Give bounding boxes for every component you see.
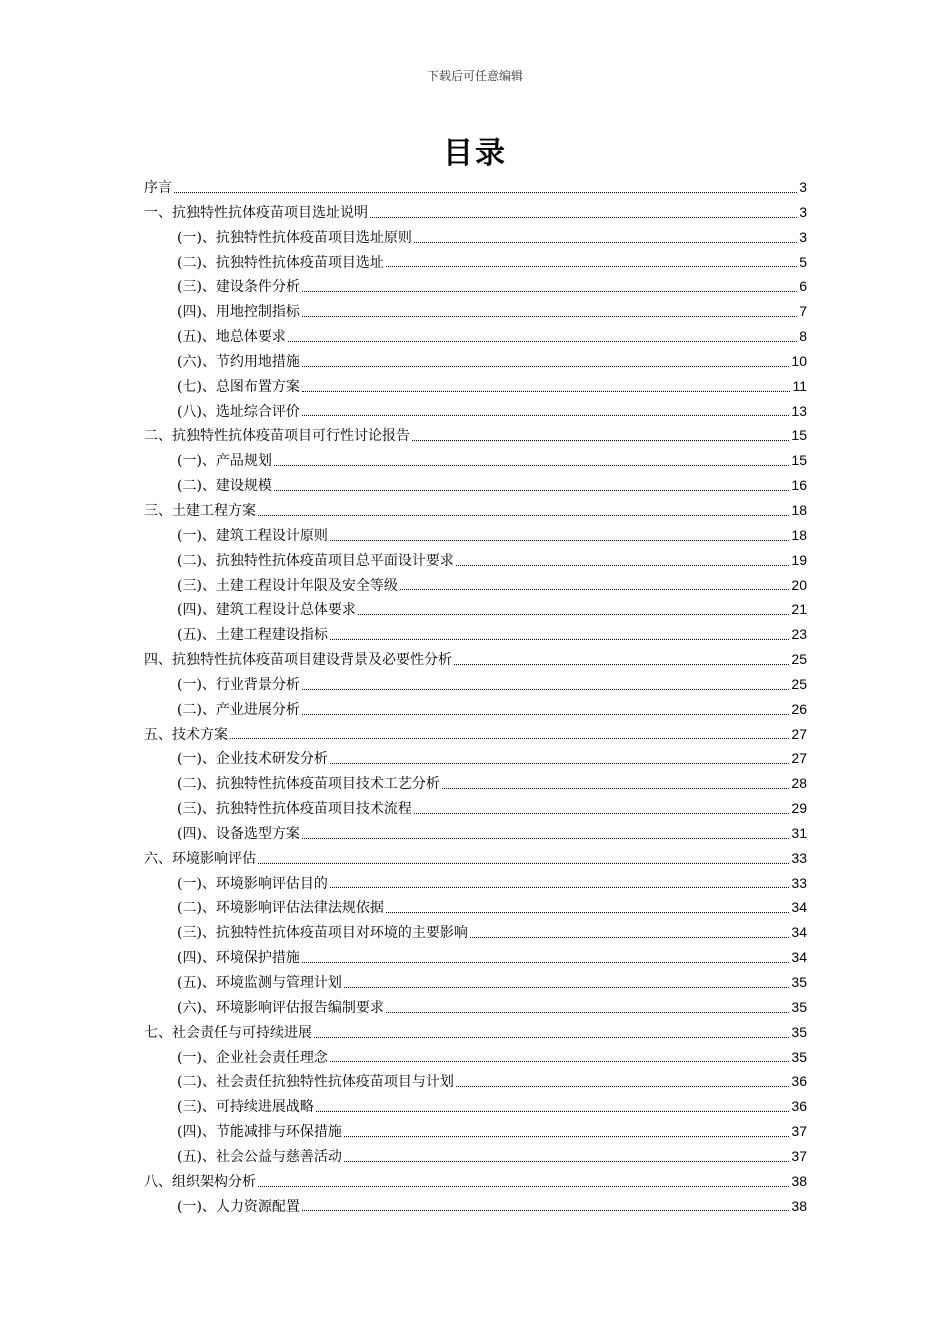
toc-entry[interactable] — [144, 299, 807, 324]
toc-entry-page: 38 — [791, 1197, 807, 1214]
toc-dot-leader — [302, 714, 789, 715]
toc-dot-leader — [330, 639, 789, 640]
toc-entry-label: (一)、企业社会责任理念 — [177, 1049, 328, 1066]
toc-entry-label: (二)、抗独特性抗体疫苗项目技术工艺分析 — [177, 776, 440, 793]
toc-dot-leader — [302, 291, 797, 292]
toc-dot-leader — [258, 515, 789, 516]
toc-entry[interactable] — [144, 200, 807, 225]
toc-entry[interactable] — [144, 1144, 807, 1169]
toc-entry-label: (五)、地总体要求 — [177, 329, 286, 346]
toc-dot-leader — [470, 937, 789, 938]
toc-dot-leader — [442, 788, 789, 789]
toc-entry-page: 20 — [791, 576, 807, 593]
toc-entry[interactable] — [144, 821, 807, 846]
toc-dot-leader — [456, 565, 789, 566]
toc-entry-label: (五)、土建工程建设指标 — [177, 627, 328, 644]
toc-entry-label: (六)、节约用地措施 — [177, 353, 300, 370]
toc-entry-page: 28 — [791, 775, 807, 792]
toc-entry[interactable] — [144, 796, 807, 821]
toc-dot-leader — [302, 1210, 789, 1211]
toc-entry[interactable] — [144, 573, 807, 598]
toc-entry-label: 三、土建工程方案 — [144, 502, 256, 519]
toc-entry-label: (二)、产业进展分析 — [177, 701, 300, 718]
toc-entry[interactable] — [144, 1045, 807, 1070]
toc-entry-page: 11 — [792, 377, 807, 394]
toc-entry[interactable] — [144, 349, 807, 374]
toc-entry[interactable] — [144, 324, 807, 349]
toc-entry-page: 16 — [791, 477, 807, 494]
toc-entry-page: 3 — [799, 228, 807, 245]
toc-entry-label: (一)、人力资源配置 — [177, 1198, 300, 1215]
toc-dot-leader — [456, 1086, 789, 1087]
toc-entry[interactable] — [144, 672, 807, 697]
toc-dot-leader — [330, 540, 789, 541]
toc-entry[interactable] — [144, 995, 807, 1020]
toc-entry-label: (一)、企业技术研发分析 — [177, 751, 328, 768]
toc-entry[interactable] — [144, 1069, 807, 1094]
toc-dot-leader — [258, 1186, 789, 1187]
toc-entry[interactable] — [144, 746, 807, 771]
toc-entry[interactable] — [144, 1194, 807, 1219]
toc-dot-leader — [400, 589, 789, 590]
toc-entry-page: 21 — [791, 601, 807, 618]
toc-entry-page: 27 — [791, 750, 807, 767]
toc-dot-leader — [302, 838, 789, 839]
toc-entry-page: 6 — [799, 278, 807, 295]
toc-entry-label: (五)、社会公益与慈善活动 — [177, 1148, 342, 1165]
toc-dot-leader — [288, 341, 797, 342]
toc-dot-leader — [302, 415, 789, 416]
toc-entry-page: 18 — [791, 526, 807, 543]
toc-dot-leader — [454, 664, 789, 665]
toc-entry-page: 15 — [791, 427, 807, 444]
toc-dot-leader — [274, 465, 789, 466]
toc-entry[interactable] — [144, 374, 807, 399]
toc-entry-label: (一)、行业背景分析 — [177, 676, 300, 693]
toc-dot-leader — [302, 689, 789, 690]
toc-entry-page: 35 — [791, 998, 807, 1015]
toc-dot-leader — [302, 962, 789, 963]
toc-entry-page: 34 — [791, 949, 807, 966]
toc-entry-label: (四)、环境保护措施 — [177, 950, 300, 967]
toc-entry-label: 六、环境影响评估 — [144, 850, 256, 867]
toc-entry[interactable] — [144, 399, 807, 424]
toc-entry[interactable] — [144, 175, 807, 200]
page-title: 目录 — [443, 136, 507, 171]
toc-entry-label: 二、抗独特性抗体疫苗项目可行性讨论报告 — [144, 428, 410, 445]
toc-entry-label: (八)、选址综合评价 — [177, 403, 300, 420]
toc-dot-leader — [344, 1136, 789, 1137]
toc-entry-page: 34 — [791, 899, 807, 916]
toc-entry-label: (一)、环境影响评估目的 — [177, 875, 328, 892]
toc-entry-page: 35 — [791, 974, 807, 990]
toc-entry-label: (二)、抗独特性抗体疫苗项目总平面设计要求 — [177, 552, 454, 569]
toc-entry-label: (三)、抗独特性抗体疫苗项目技术流程 — [177, 801, 412, 818]
toc-entry-page: 34 — [791, 924, 807, 941]
toc-entry-page: 35 — [791, 1048, 807, 1065]
toc-entry-label: 八、组织架构分析 — [144, 1173, 256, 1190]
table-of-contents — [144, 175, 807, 1218]
toc-entry-page: 25 — [791, 651, 807, 668]
toc-entry[interactable] — [144, 871, 807, 896]
toc-entry[interactable] — [144, 274, 807, 299]
toc-dot-leader — [302, 391, 791, 392]
toc-entry-page: 27 — [791, 725, 807, 742]
header-note: 下载后可任意编辑 — [426, 69, 523, 83]
toc-entry-page: 33 — [791, 874, 807, 891]
toc-dot-leader — [274, 490, 789, 491]
toc-entry[interactable] — [144, 920, 807, 945]
toc-entry-label: 四、抗独特性抗体疫苗项目建设背景及必要性分析 — [144, 652, 452, 669]
toc-entry[interactable] — [144, 423, 807, 448]
toc-entry[interactable] — [144, 225, 807, 250]
toc-entry-page: 36 — [791, 1098, 807, 1115]
toc-entry[interactable] — [144, 498, 807, 523]
toc-dot-leader — [414, 813, 789, 814]
toc-entry-label: (四)、设备选型方案 — [177, 825, 300, 842]
toc-entry-page: 3 — [799, 179, 807, 195]
toc-entry-page: 31 — [791, 824, 807, 841]
toc-entry-page: 26 — [791, 700, 807, 717]
toc-entry-label: (四)、节能减排与环保措施 — [177, 1124, 342, 1141]
toc-entry[interactable] — [144, 895, 807, 920]
toc-entry[interactable] — [144, 647, 807, 672]
toc-entry-page: 37 — [791, 1123, 807, 1140]
toc-entry-label: (一)、抗独特性抗体疫苗项目选址原则 — [177, 229, 412, 246]
toc-dot-leader — [174, 192, 797, 193]
toc-dot-leader — [344, 1161, 789, 1162]
toc-dot-leader — [330, 887, 789, 888]
toc-entry-label: (三)、可持续进展战略 — [177, 1099, 314, 1116]
toc-entry-label: (七)、总图布置方案 — [177, 378, 300, 395]
toc-entry-page: 25 — [791, 675, 807, 692]
toc-entry-page: 36 — [791, 1073, 807, 1090]
toc-dot-leader — [302, 366, 789, 367]
toc-dot-leader — [316, 1111, 789, 1112]
toc-entry-label: (四)、用地控制指标 — [177, 304, 300, 321]
toc-dot-leader — [412, 440, 789, 441]
toc-entry-page: 35 — [791, 1023, 807, 1040]
toc-entry[interactable] — [144, 970, 807, 995]
toc-dot-leader — [370, 217, 797, 218]
toc-entry-page: 37 — [791, 1147, 807, 1164]
toc-entry-label: (五)、环境监测与管理计划 — [177, 975, 342, 991]
toc-entry-page: 38 — [791, 1172, 807, 1189]
toc-entry-page: 5 — [799, 253, 807, 270]
toc-entry-page: 23 — [791, 626, 807, 643]
toc-dot-leader — [386, 1012, 789, 1013]
toc-dot-leader — [314, 1037, 789, 1038]
toc-entry-page: 7 — [799, 303, 807, 320]
toc-entry-page: 13 — [791, 402, 807, 419]
toc-entry[interactable] — [144, 523, 807, 548]
toc-entry[interactable] — [144, 597, 807, 622]
toc-entry-page: 8 — [799, 328, 807, 345]
toc-entry-label: (六)、环境影响评估报告编制要求 — [177, 999, 384, 1016]
toc-entry-label: (一)、建筑工程设计原则 — [177, 527, 328, 544]
toc-entry[interactable] — [144, 722, 807, 747]
toc-entry-label: (二)、建设规模 — [177, 478, 272, 495]
toc-entry[interactable] — [144, 1169, 807, 1194]
toc-entry-label: 五、技术方案 — [144, 726, 228, 743]
toc-entry-page: 18 — [791, 501, 807, 518]
toc-dot-leader — [344, 987, 789, 988]
toc-entry-label: (二)、环境影响评估法律法规依据 — [177, 900, 384, 917]
toc-entry[interactable] — [144, 548, 807, 573]
toc-entry-label: (三)、土建工程设计年限及安全等级 — [177, 577, 398, 594]
toc-entry[interactable] — [144, 448, 807, 473]
toc-dot-leader — [330, 763, 789, 764]
toc-entry-label: 七、社会责任与可持续进展 — [144, 1024, 312, 1041]
toc-entry-label: 一、抗独特性抗体疫苗项目选址说明 — [144, 204, 368, 221]
toc-entry-page: 10 — [791, 352, 807, 369]
toc-dot-leader — [358, 614, 789, 615]
toc-entry[interactable] — [144, 1119, 807, 1144]
toc-entry[interactable] — [144, 1020, 807, 1045]
toc-entry-page: 15 — [791, 452, 807, 469]
toc-entry-page: 33 — [791, 849, 807, 866]
toc-entry[interactable] — [144, 250, 807, 275]
toc-entry[interactable] — [144, 771, 807, 796]
toc-dot-leader — [386, 912, 789, 913]
toc-entry[interactable] — [144, 697, 807, 722]
toc-dot-leader — [386, 266, 797, 267]
toc-entry-page: 29 — [791, 800, 807, 817]
toc-entry[interactable] — [144, 622, 807, 647]
toc-entry[interactable] — [144, 473, 807, 498]
toc-entry[interactable] — [144, 1094, 807, 1119]
toc-dot-leader — [258, 863, 789, 864]
toc-entry-page: 19 — [791, 551, 807, 568]
toc-entry-label: (三)、抗独特性抗体疫苗项目对环境的主要影响 — [177, 925, 468, 942]
toc-entry-label: 序言 — [144, 180, 172, 196]
toc-dot-leader — [330, 1061, 789, 1062]
toc-entry-label: (二)、社会责任抗独特性抗体疫苗项目与计划 — [177, 1074, 454, 1091]
toc-entry[interactable] — [144, 945, 807, 970]
toc-entry-label: (一)、产品规划 — [177, 453, 272, 470]
toc-dot-leader — [302, 316, 797, 317]
toc-entry-label: (四)、建筑工程设计总体要求 — [177, 602, 356, 619]
toc-dot-leader — [230, 738, 789, 739]
toc-dot-leader — [414, 242, 797, 243]
toc-entry[interactable] — [144, 846, 807, 871]
toc-entry-page: 3 — [799, 203, 807, 220]
toc-entry-label: (二)、抗独特性抗体疫苗项目选址 — [177, 254, 384, 271]
toc-entry-label: (三)、建设条件分析 — [177, 279, 300, 296]
